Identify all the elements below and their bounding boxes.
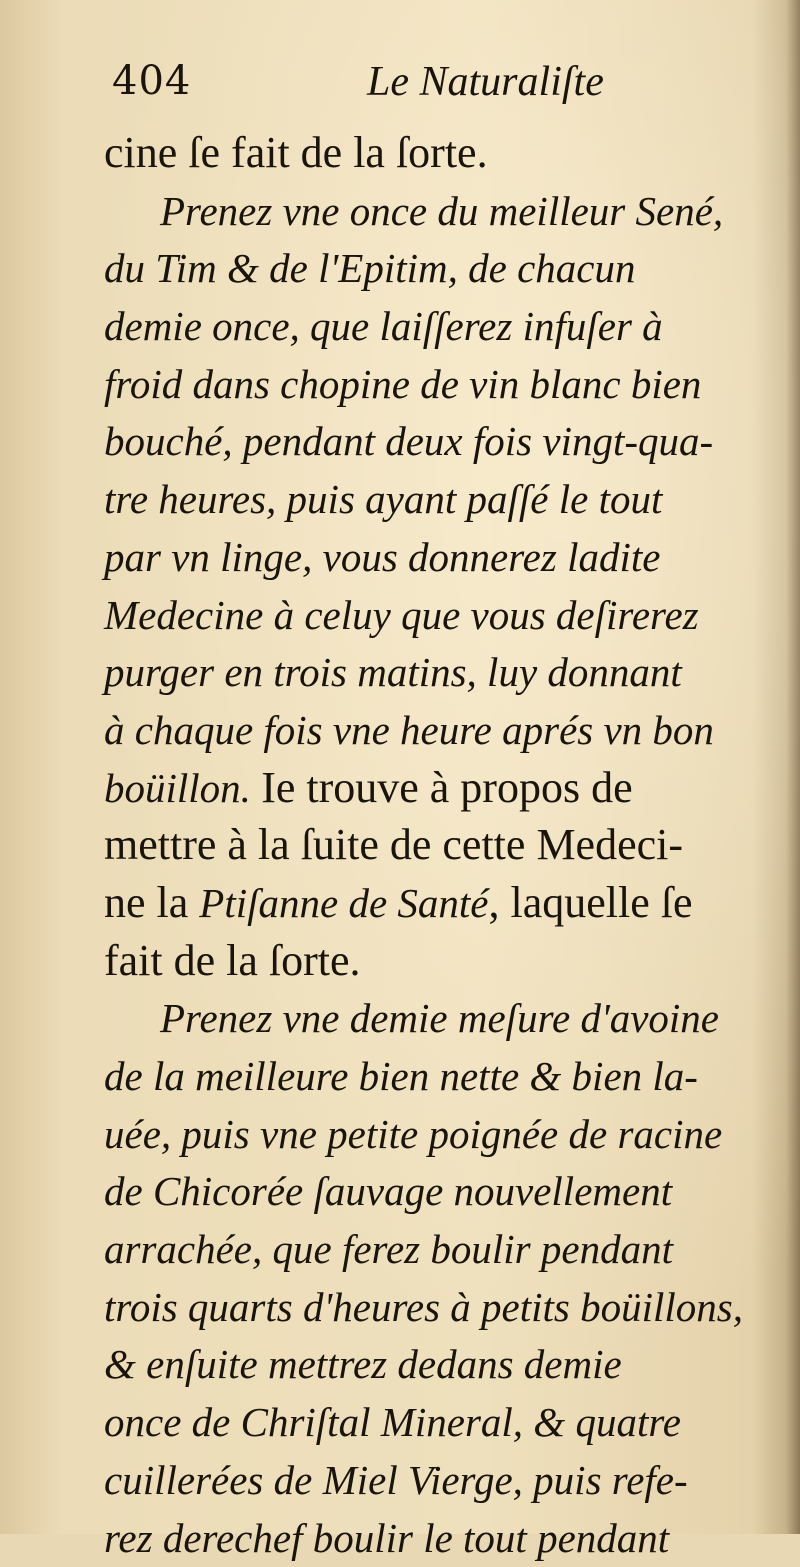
text-span: par vn linge, vous donnerez ladite [104, 533, 661, 580]
text-line [104, 989, 774, 1047]
text-span: cuillerées de Miel Vierge, puis refe- [104, 1456, 688, 1503]
text-span: de la meilleure bien nette & bien la- [104, 1053, 698, 1099]
text-line [104, 1451, 774, 1509]
text-span: , laquelle ſe [488, 877, 693, 927]
page-gutter-shadow [786, 0, 800, 1534]
text-line [104, 239, 774, 297]
text-span: trois quarts d'heures à petits boüillons, [104, 1283, 743, 1330]
text-span: boüillon. [104, 764, 262, 811]
text-line [104, 1509, 774, 1567]
text-line [104, 759, 774, 817]
text-line [104, 1335, 774, 1393]
text-line [104, 1047, 774, 1105]
text-span: fait de la ſorte. [104, 935, 361, 985]
page-header [112, 58, 672, 118]
text-line [104, 1105, 774, 1163]
text-line [104, 874, 774, 932]
text-line [104, 355, 774, 413]
text-span: purger en trois matins, luy donnant [104, 649, 682, 696]
text-line [104, 1278, 774, 1336]
text-span: uée, puis vne petite poignée de racine [104, 1110, 723, 1157]
text-line [104, 1220, 774, 1278]
text-span: arrachée, que ferez boulir pendant [104, 1226, 673, 1273]
text-line [104, 470, 774, 528]
text-span: tre heures, puis ayant paſſé le tout [104, 476, 663, 523]
text-span: bouché, pendant deux fois vingt-qua- [104, 418, 714, 465]
running-title: Le Naturaliſte [367, 59, 604, 105]
text-span: cine ſe fait de la ſorte. [104, 128, 488, 177]
text-span: Medecine à celuy que vous deſirerez [104, 591, 699, 638]
text-span: à chaque fois vne heure aprés vn bon [104, 706, 714, 753]
text-span: de Chicorée ſauvage nouvellement [104, 1168, 673, 1215]
text-span: Prenez vne demie meſure d'avoine [160, 995, 720, 1042]
text-span: once de Chriſtal Mineral, & quatre [104, 1399, 681, 1446]
page-number: 404 [112, 58, 192, 104]
text-line [104, 932, 774, 990]
text-span: Ptiſanne de Santé [199, 879, 489, 926]
text-line [104, 1162, 774, 1220]
text-line [104, 412, 774, 470]
text-span: froid dans chopine de vin blanc bien [104, 360, 702, 407]
text-line [104, 701, 774, 759]
text-line [104, 643, 774, 701]
body-text [104, 124, 774, 1566]
text-line [104, 124, 774, 182]
text-span: mettre à la ſuite de cette Medeci- [104, 820, 684, 870]
text-line [104, 816, 774, 874]
text-span: rez derechef boulir le tout pendant [104, 1514, 670, 1561]
text-line [104, 528, 774, 586]
text-line [104, 586, 774, 644]
text-line [104, 1393, 774, 1451]
text-span: Ie trouve à propos de [261, 762, 633, 812]
text-line [104, 182, 774, 240]
text-span: & enſuite mettrez dedans demie [104, 1341, 622, 1388]
text-span: Prenez vne once du meilleur Sené, [160, 187, 724, 234]
text-span: demie once, que laiſſerez infuſer à [104, 303, 663, 350]
text-line [104, 297, 774, 355]
text-span: ne la [104, 877, 200, 927]
text-span: du Tim & de l'Epitim, de chacun [104, 245, 636, 292]
